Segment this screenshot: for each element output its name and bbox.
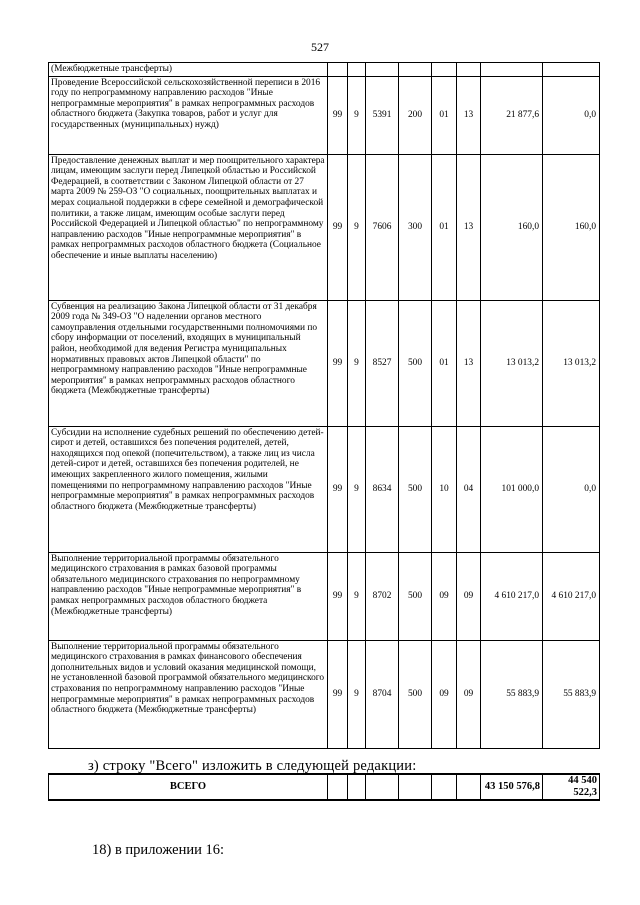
total-row — [49, 774, 600, 800]
subsection-code: 09 — [457, 552, 481, 640]
expense-type — [399, 63, 432, 77]
subsection-code: 13 — [457, 300, 481, 426]
empty-cell — [328, 774, 348, 800]
row-name: Выполнение территориальной программы обязательного медицинского страхования в рамках базовой программы обязательного медицинского страхования по непрограммному направлению расходов "Иные непрограммные мероприятия" в рамках непрограммных расходов областного бюджета (Межбюджетные трансферты) — [49, 552, 328, 640]
total-table — [48, 773, 600, 801]
row-name: Субсидии на исполнение судебных решений по обеспечению детей-сирот и детей, оставшихся без попечения родителей, детей, находящихся под опекой (попечительством), а также лиц из числа детей-сирот и детей, оставшихся без попечения родителей, не имеющих закрепленного жилого помещения, жилыми помещениями по непрограммному направлению расходов "Иные непрограммные мероприятия" в рамках непрограммных расходов областного бюджета (Межбюджетные трансферты) — [49, 426, 328, 552]
row-name: Проведение Всероссийской сельскохозяйственной переписи в 2016 году по непрограммному направлению расходов "Иные непрограммные мероприятия" в рамках непрограммных расходов областного бюджета (Закупка товаров, работ и услуг для государственных (муниципальных) нужд) — [49, 76, 328, 154]
empty-cell — [366, 774, 399, 800]
table-row — [49, 640, 600, 748]
amendment-note: з) строку "Всего" изложить в следующей редакции: — [88, 758, 417, 774]
code-b: 9 — [348, 154, 366, 300]
section-code: 01 — [432, 154, 457, 300]
section-code: 09 — [432, 640, 457, 748]
table-row — [49, 63, 600, 77]
code-a: 99 — [328, 300, 348, 426]
amount-2: 13 013,2 — [543, 300, 600, 426]
amount-1: 4 610 217,0 — [481, 552, 543, 640]
code-b: 9 — [348, 640, 366, 748]
section-code: 09 — [432, 552, 457, 640]
appendix-heading: 18) в приложении 16: — [92, 842, 225, 858]
empty-cell — [457, 774, 481, 800]
code-b: 9 — [348, 426, 366, 552]
amount-2: 160,0 — [543, 154, 600, 300]
total-amount-1: 43 150 576,8 — [481, 774, 543, 800]
amount-1: 160,0 — [481, 154, 543, 300]
row-name: Выполнение территориальной программы обязательного медицинского страхования в рамках финансового обеспечения дополнительных видов и условий оказания медицинской помощи, не установленной базовой программой обязательного медицинского страхования по непрограммному направлению расходов "Иные непрограммные мероприятия" в рамках непрограммных расходов областного бюджета (Межбюджетные трансферты) — [49, 640, 328, 748]
expense-type: 500 — [399, 300, 432, 426]
code-b: 9 — [348, 76, 366, 154]
target-code: 8704 — [366, 640, 399, 748]
budget-table — [48, 62, 600, 749]
empty-cell — [348, 774, 366, 800]
total-amount-2: 44 540 522,3 — [543, 774, 600, 800]
table-row — [49, 76, 600, 154]
amount-2: 55 883,9 — [543, 640, 600, 748]
subsection-code: 04 — [457, 426, 481, 552]
section-code: 10 — [432, 426, 457, 552]
amount-1: 13 013,2 — [481, 300, 543, 426]
target-code: 7606 — [366, 154, 399, 300]
code-b: 9 — [348, 300, 366, 426]
empty-cell — [432, 774, 457, 800]
table-row — [49, 154, 600, 300]
amount-1: 101 000,0 — [481, 426, 543, 552]
table-row — [49, 426, 600, 552]
amount-1: 21 877,6 — [481, 76, 543, 154]
expense-type: 500 — [399, 640, 432, 748]
target-code: 8527 — [366, 300, 399, 426]
amount-2 — [543, 63, 600, 77]
subsection-code: 13 — [457, 154, 481, 300]
code-a: 99 — [328, 76, 348, 154]
table-row — [49, 300, 600, 426]
row-name: (Межбюджетные трансферты) — [49, 63, 328, 77]
subsection-code: 09 — [457, 640, 481, 748]
target-code: 8634 — [366, 426, 399, 552]
expense-type: 300 — [399, 154, 432, 300]
section-code: 01 — [432, 300, 457, 426]
code-b — [348, 63, 366, 77]
target-code: 5391 — [366, 76, 399, 154]
code-a: 99 — [328, 426, 348, 552]
amount-1 — [481, 63, 543, 77]
row-name: Предоставление денежных выплат и мер поощрительного характера лицам, имеющим заслуги перед Липецкой областью и Российской Федерацией, в соответствии с Законом Липецкой области от 27 марта 2009 № 259-ОЗ "О социальных, поощрительных выплатах и мерах социальной поддержки в сфере семейной и демографической политики, а также лицам, имеющим особые заслуги перед Российской Федерацией и Липецкой областью" по непрограммному направлению расходов "Иные непрограммные мероприятия" в рамках непрограммных расходов областного бюджета (Социальное обеспечение и иные выплаты населению) — [49, 154, 328, 300]
row-name: Субвенция на реализацию Закона Липецкой области от 31 декабря 2009 года № 349-ОЗ "О наделении органов местного самоуправления отдельными государственными полномочиями по сбору информации от поселений, входящих в муниципальный район, необходимой для ведения Регистра муниципальных нормативных правовых актов Липецкой области" по непрограммному направлению расходов "Иные непрограммные мероприятия" в рамках непрограммных расходов областного бюджета (Межбюджетные трансферты) — [49, 300, 328, 426]
empty-cell — [399, 774, 432, 800]
code-a: 99 — [328, 154, 348, 300]
table-row — [49, 552, 600, 640]
amount-2: 4 610 217,0 — [543, 552, 600, 640]
subsection-code: 13 — [457, 76, 481, 154]
amount-2: 0,0 — [543, 76, 600, 154]
target-code — [366, 63, 399, 77]
target-code: 8702 — [366, 552, 399, 640]
expense-type: 500 — [399, 552, 432, 640]
amount-1: 55 883,9 — [481, 640, 543, 748]
code-a: 99 — [328, 640, 348, 748]
section-code — [432, 63, 457, 77]
code-a — [328, 63, 348, 77]
amount-2: 0,0 — [543, 426, 600, 552]
total-label: ВСЕГО — [49, 774, 328, 800]
section-code: 01 — [432, 76, 457, 154]
subsection-code — [457, 63, 481, 77]
page-number: 527 — [311, 40, 329, 54]
code-b: 9 — [348, 552, 366, 640]
expense-type: 500 — [399, 426, 432, 552]
expense-type: 200 — [399, 76, 432, 154]
code-a: 99 — [328, 552, 348, 640]
